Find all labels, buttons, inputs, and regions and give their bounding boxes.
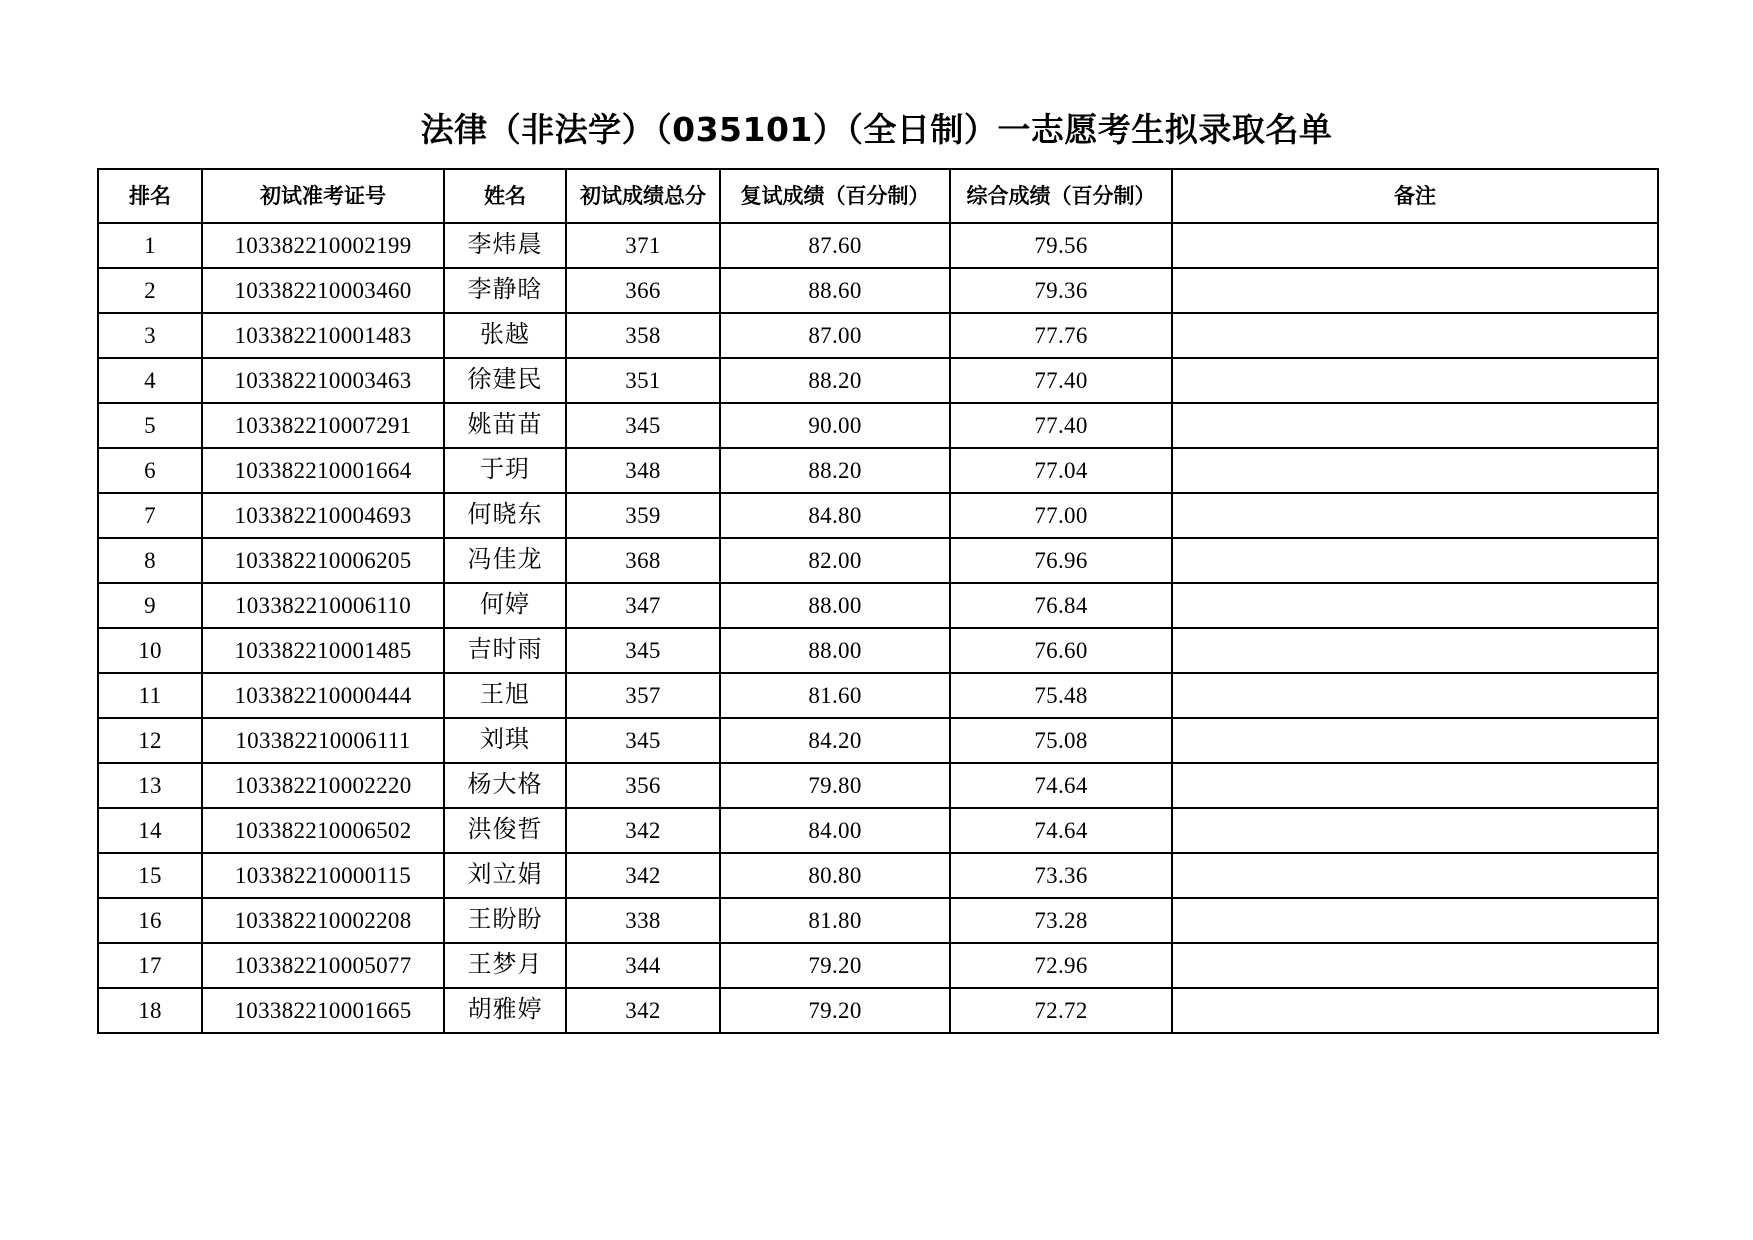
cell-exam-no: 103382210002199 [202,223,444,268]
cell-initial: 345 [566,403,720,448]
cell-exam-no: 103382210006502 [202,808,444,853]
cell-exam-no: 103382210002208 [202,898,444,943]
column-header-overall-score: 综合成绩（百分制） [950,169,1172,223]
column-header-initial-score: 初试成绩总分 [566,169,720,223]
cell-exam-no: 103382210004693 [202,493,444,538]
cell-initial: 345 [566,718,720,763]
cell-remark [1172,898,1658,943]
cell-remark [1172,853,1658,898]
cell-exam-no: 103382210005077 [202,943,444,988]
cell-remark [1172,403,1658,448]
cell-rank: 12 [98,718,202,763]
cell-overall: 73.28 [950,898,1172,943]
cell-initial: 356 [566,763,720,808]
cell-name: 吉时雨 [444,628,566,673]
cell-exam-no: 103382210006110 [202,583,444,628]
cell-name: 李炜晨 [444,223,566,268]
cell-retest: 79.20 [720,943,950,988]
cell-overall: 74.64 [950,763,1172,808]
cell-initial: 371 [566,223,720,268]
cell-remark [1172,673,1658,718]
cell-rank: 9 [98,583,202,628]
cell-retest: 84.80 [720,493,950,538]
cell-retest: 84.00 [720,808,950,853]
column-header-exam-no: 初试准考证号 [202,169,444,223]
table-row [98,943,1658,988]
cell-retest: 79.80 [720,763,950,808]
cell-remark [1172,763,1658,808]
cell-overall: 75.08 [950,718,1172,763]
cell-retest: 80.80 [720,853,950,898]
cell-overall: 77.40 [950,403,1172,448]
table-row [98,763,1658,808]
cell-initial: 338 [566,898,720,943]
cell-exam-no: 103382210007291 [202,403,444,448]
cell-name: 徐建民 [444,358,566,403]
cell-remark [1172,358,1658,403]
cell-retest: 81.60 [720,673,950,718]
cell-remark [1172,493,1658,538]
cell-overall: 76.84 [950,583,1172,628]
column-header-remark: 备注 [1172,169,1658,223]
cell-name: 胡雅婷 [444,988,566,1033]
cell-rank: 18 [98,988,202,1033]
table-row [98,403,1658,448]
column-header-retest-score: 复试成绩（百分制） [720,169,950,223]
cell-rank: 3 [98,313,202,358]
page-title: 法律（非法学）（035101）（全日制）一志愿考生拟录取名单 [420,110,1333,149]
cell-rank: 11 [98,673,202,718]
cell-exam-no: 103382210006111 [202,718,444,763]
cell-exam-no: 103382210000115 [202,853,444,898]
table-row [98,583,1658,628]
cell-initial: 342 [566,988,720,1033]
cell-remark [1172,718,1658,763]
cell-retest: 88.20 [720,358,950,403]
cell-remark [1172,223,1658,268]
cell-overall: 77.04 [950,448,1172,493]
cell-retest: 88.00 [720,583,950,628]
cell-rank: 7 [98,493,202,538]
cell-name: 冯佳龙 [444,538,566,583]
cell-overall: 77.00 [950,493,1172,538]
table-row [98,628,1658,673]
cell-initial: 344 [566,943,720,988]
cell-overall: 72.96 [950,943,1172,988]
table-row [98,223,1658,268]
cell-name: 刘立娟 [444,853,566,898]
cell-initial: 347 [566,583,720,628]
table-body [98,223,1658,1033]
cell-overall: 73.36 [950,853,1172,898]
cell-remark [1172,943,1658,988]
cell-name: 姚苗苗 [444,403,566,448]
cell-overall: 77.76 [950,313,1172,358]
table-row [98,358,1658,403]
cell-name: 于玥 [444,448,566,493]
cell-retest: 88.00 [720,628,950,673]
cell-initial: 357 [566,673,720,718]
cell-retest: 81.80 [720,898,950,943]
cell-overall: 75.48 [950,673,1172,718]
cell-rank: 4 [98,358,202,403]
cell-remark [1172,268,1658,313]
cell-name: 王梦月 [444,943,566,988]
cell-exam-no: 103382210003463 [202,358,444,403]
cell-retest: 88.60 [720,268,950,313]
cell-name: 何晓东 [444,493,566,538]
cell-rank: 8 [98,538,202,583]
table-row [98,673,1658,718]
cell-remark [1172,448,1658,493]
table-row [98,538,1658,583]
cell-retest: 87.60 [720,223,950,268]
cell-retest: 87.00 [720,313,950,358]
cell-exam-no: 103382210001664 [202,448,444,493]
cell-initial: 351 [566,358,720,403]
roster-table [97,168,1659,1034]
cell-overall: 79.36 [950,268,1172,313]
table-row [98,268,1658,313]
cell-name: 洪俊哲 [444,808,566,853]
cell-overall: 76.96 [950,538,1172,583]
table-header [98,169,1658,223]
cell-name: 杨大格 [444,763,566,808]
table-row [98,853,1658,898]
cell-initial: 348 [566,448,720,493]
cell-exam-no: 103382210000444 [202,673,444,718]
table-row [98,718,1658,763]
cell-rank: 5 [98,403,202,448]
cell-remark [1172,313,1658,358]
table-row [98,988,1658,1033]
cell-exam-no: 103382210003460 [202,268,444,313]
table-row [98,448,1658,493]
cell-overall: 74.64 [950,808,1172,853]
column-header-rank: 排名 [98,169,202,223]
cell-name: 张越 [444,313,566,358]
cell-overall: 79.56 [950,223,1172,268]
cell-overall: 72.72 [950,988,1172,1033]
cell-exam-no: 103382210001665 [202,988,444,1033]
cell-rank: 15 [98,853,202,898]
cell-rank: 17 [98,943,202,988]
table-row [98,898,1658,943]
cell-rank: 16 [98,898,202,943]
cell-retest: 88.20 [720,448,950,493]
cell-retest: 82.00 [720,538,950,583]
cell-initial: 359 [566,493,720,538]
cell-rank: 10 [98,628,202,673]
cell-name: 王旭 [444,673,566,718]
cell-remark [1172,583,1658,628]
roster-table-container [97,168,1657,1034]
cell-rank: 6 [98,448,202,493]
cell-rank: 14 [98,808,202,853]
cell-initial: 366 [566,268,720,313]
cell-remark [1172,538,1658,583]
cell-retest: 90.00 [720,403,950,448]
cell-initial: 342 [566,853,720,898]
cell-exam-no: 103382210001483 [202,313,444,358]
table-row [98,808,1658,853]
table-row [98,493,1658,538]
cell-remark [1172,988,1658,1033]
cell-rank: 1 [98,223,202,268]
cell-exam-no: 103382210002220 [202,763,444,808]
cell-retest: 79.20 [720,988,950,1033]
cell-retest: 84.20 [720,718,950,763]
cell-name: 何婷 [444,583,566,628]
cell-exam-no: 103382210006205 [202,538,444,583]
cell-remark [1172,808,1658,853]
cell-name: 王盼盼 [444,898,566,943]
cell-name: 李静晗 [444,268,566,313]
cell-rank: 2 [98,268,202,313]
cell-initial: 358 [566,313,720,358]
cell-initial: 342 [566,808,720,853]
cell-name: 刘琪 [444,718,566,763]
cell-remark [1172,628,1658,673]
column-header-name: 姓名 [444,169,566,223]
cell-exam-no: 103382210001485 [202,628,444,673]
cell-overall: 77.40 [950,358,1172,403]
cell-overall: 76.60 [950,628,1172,673]
table-row [98,313,1658,358]
cell-rank: 13 [98,763,202,808]
cell-initial: 368 [566,538,720,583]
table-header-row [98,169,1658,223]
cell-initial: 345 [566,628,720,673]
